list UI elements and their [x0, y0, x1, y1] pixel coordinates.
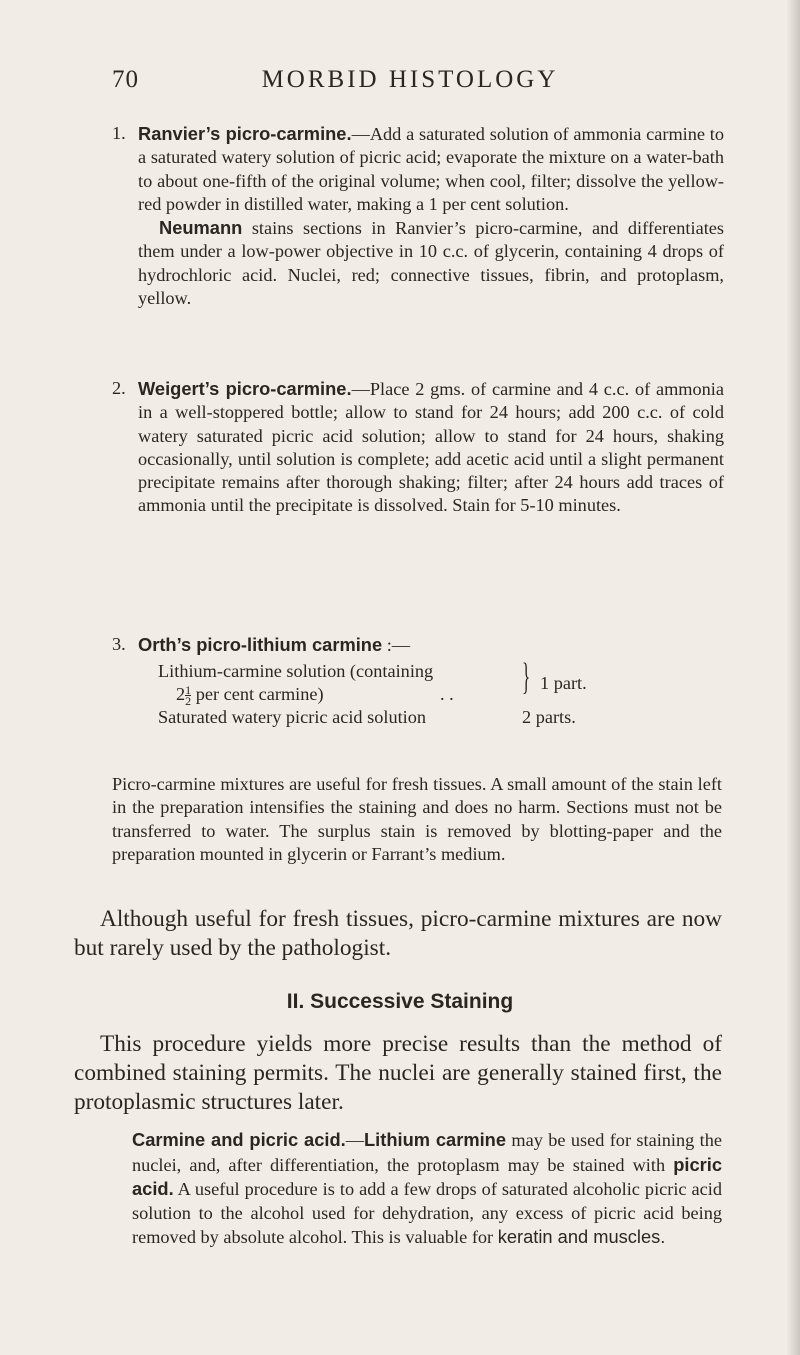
item-title: Ranvier’s picro-carmine. [138, 123, 352, 144]
brace: } [522, 656, 531, 698]
item-title: Orth’s picro-lithium carmine [138, 634, 383, 655]
item-subtitle: Neumann [159, 217, 243, 239]
fraction: $\frac{1}{2}$ [185, 683, 192, 709]
paragraph-procedure: This procedure yields more precise results than the method of combined staining permits. The nuclei are generally stained first, the protoplasmic structures later. [74, 1031, 722, 1115]
page-edge-shadow [786, 0, 800, 1355]
paragraph-carmine-picric: Carmine and picric acid.—Lithium carmine may be used for staining the nuclei, and, after differentiation, the protoplasm may be stained with picric acid. A useful procedure is to add a few drops of saturated alcoholic picric acid solution to the alcohol used for dehydration, any excess of picric acid being removed by absolute alcohol. This is valuable for keratin and muscles. [132, 1129, 722, 1248]
item-number: 2. [112, 378, 126, 398]
item-subtext: stains sections in Ranvier’s picro-carmine, and differentiates them under a low-power objective in 10 c.c. of glycerin, containing 4 drops of hydrochloric acid. Nuclei, red; connective tissues, fibrin, and protoplasm, yellow. [138, 218, 724, 309]
page-header [0, 66, 800, 106]
section-title: II. Successive Staining [286, 990, 514, 1013]
item-title: Weigert’s picro-carmine. [138, 378, 352, 399]
formula-line-1: Lithium-carmine solution (containing [158, 661, 434, 681]
running-head: MORBID HISTOLOGY [261, 66, 559, 93]
list-item-3 [112, 633, 724, 657]
list-item-1 [112, 122, 724, 310]
item-number: 3. [112, 634, 126, 654]
item-text: :— [382, 635, 411, 655]
list-item-2 [112, 377, 724, 518]
item-text: —Add a saturated solution of ammonia carmine to a saturated watery solution of picric acid; evaporate the mixture on a water-bath to about one-fifth of the original volume; when cool, filter; dissolve the yellow-red powder in distilled water, making a 1 per cent solution. [138, 124, 724, 214]
amount-2: 2 parts. [522, 707, 576, 727]
paragraph-summary: Although useful for fresh tissues, picro-carmine mixtures are now but rarely used by the pathologist. [74, 906, 722, 961]
formula-line-3: Saturated watery picric acid solution 2 parts. [158, 707, 576, 727]
formula-block [158, 656, 718, 729]
formula-line-2: 2 $\frac{1}{2}$ per cent carmine) . . [176, 683, 454, 709]
final-title: Carmine and picric acid. [132, 1129, 346, 1150]
item-text: —Place 2 gms. of carmine and 4 c.c. of ammonia in a well-stoppered bottle; allow to stand for 24 hours; add 200 c.c. of cold watery saturated picric acid solution; allow to stand for 24 hours, shaking occasionally, until solution is complete; add acetic acid until a slight permanent precipitate remains after thorough shaking; filter; after 24 hours add traces of ammonia until the precipitate is dissolved. Stain for 5-10 minutes. [138, 379, 724, 516]
paragraph-picro-carmine: Picro-carmine mixtures are useful for fresh tissues. A small amount of the stain left in the preparation intensifies the staining and does no harm. Sections must not be transferred to water. The surplus stain is removed by blotting-paper and the preparation mounted in glycerin or Farrant’s medium. [112, 774, 722, 865]
amount-1: 1 part. [540, 673, 587, 693]
page-number: 70 [112, 66, 139, 93]
item-number: 1. [112, 123, 126, 143]
